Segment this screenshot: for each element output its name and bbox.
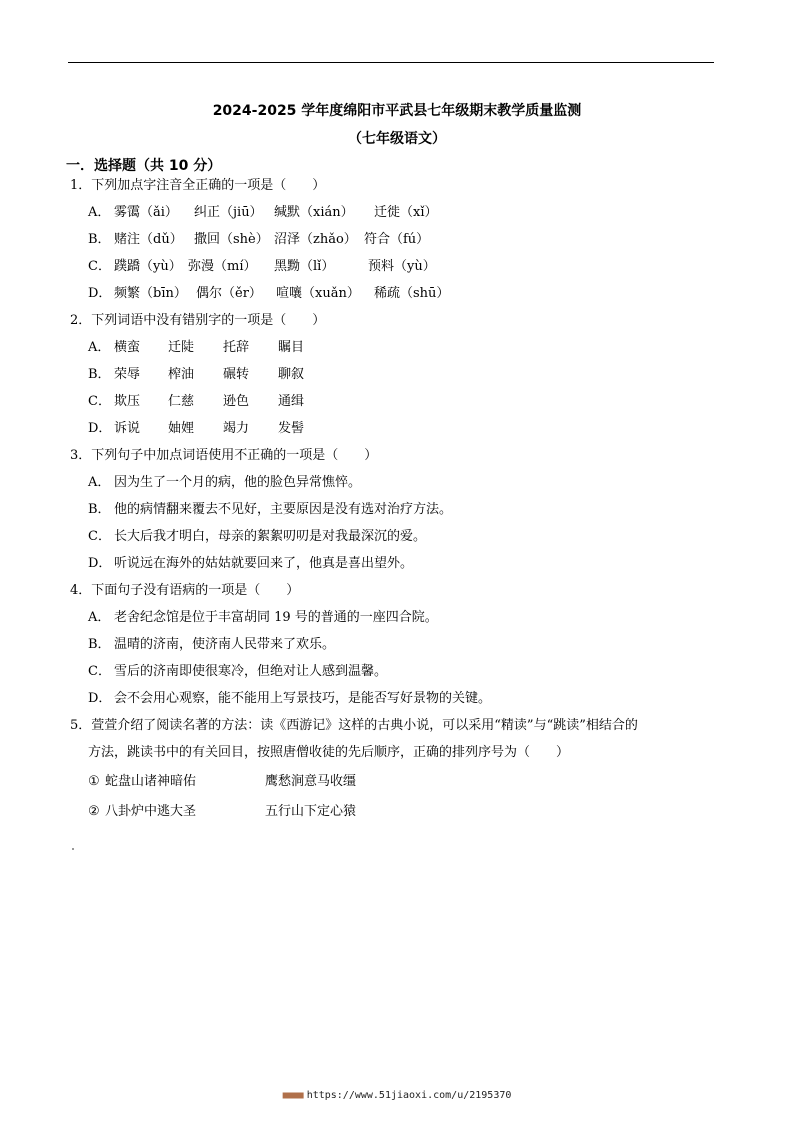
question-3-option-b: B． 他的病情翻来覆去不见好，主要原因是没有选对治疗方法。 <box>88 502 453 517</box>
section-heading: 一．选择题（共 10 分） <box>66 158 222 174</box>
question-3-stem: 3．下列句子中加点词语使用不正确的一项是（ ） <box>70 448 378 463</box>
question-5-stem: 5．萱萱介绍了阅读名著的方法：读《西游记》这样的古典小说，可以采用“精读”与“跳读”相结合的 <box>70 718 638 733</box>
question-2-option-d: D． 诉说 妯娌 竭力 发髻 <box>88 421 305 436</box>
question-1-stem: 1．下列加点字注音全正确的一项是（ ） <box>70 178 326 193</box>
question-2-option-b: B． 荣辱 榨油 碾转 聊叙 <box>88 367 305 382</box>
page-footer <box>0 1090 794 1101</box>
footer-url-link[interactable]: https://www.51jiaoxi.com/u/2195370 <box>306 1090 512 1101</box>
question-5-item-1: ① 蛇盘山诸神暗佑 鹰愁涧意马收缰 <box>88 774 357 789</box>
question-2-option-a: A． 横蛮 迁陡 托辞 瞩目 <box>88 340 305 355</box>
question-3-option-a: A． 因为生了一个月的病，他的脸色异常憔悴。 <box>88 475 362 490</box>
question-1-option-b: B． 赌注（dǔ） 撒回（shè） 沼泽（zhǎo） 符合（fú） <box>88 232 430 247</box>
question-1-option-d: D． 频繁（bīn） 偶尔（ěr） 喧嚷（xuǎn） 稀疏（shū） <box>88 286 450 301</box>
stray-mark <box>72 848 74 850</box>
question-5-stem-cont: 方法，跳读书中的有关回目，按照唐僧收徒的先后顺序，正确的排列序号为（ ） <box>88 745 570 760</box>
question-1-option-a: A． 雾霭（ǎi） 纠正（jiū） 缄默（xián） 迁徙（xǐ） <box>88 205 438 220</box>
question-1-option-c: C． 蹼蹻（yù） 弥漫（mí） 黑黝（lǐ） 预料（yù） <box>88 259 436 274</box>
question-2-stem: 2．下列词语中没有错别字的一项是（ ） <box>70 313 326 328</box>
question-4-option-d: D． 会不会用心观察，能不能用上写景技巧，是能否写好景物的关键。 <box>88 691 492 706</box>
watermark-logo: ■■■■ <box>282 1090 303 1101</box>
exam-subtitle: （七年级语文） <box>348 131 446 147</box>
question-4-option-c: C． 雪后的济南即使很寒冷，但绝对让人感到温馨。 <box>88 664 388 679</box>
question-4-stem: 4．下面句子没有语病的一项是（ ） <box>70 583 300 598</box>
question-3-option-c: C． 长大后我才明白，母亲的絮絮叨叨是对我最深沉的爱。 <box>88 529 427 544</box>
question-5-item-2: ② 八卦炉中逃大圣 五行山下定心猿 <box>88 804 357 819</box>
question-3-option-d: D． 听说远在海外的姑姑就要回来了，他真是喜出望外。 <box>88 556 414 571</box>
header-rule <box>68 62 714 63</box>
exam-title: 2024-2025 学年度绵阳市平武县七年级期末教学质量监测 <box>212 103 582 119</box>
question-2-option-c: C． 欺压 仁慈 逊色 通缉 <box>88 394 305 409</box>
question-4-option-a: A． 老舍纪念馆是位于丰富胡同 19 号的普通的一座四合院。 <box>88 610 438 625</box>
question-4-option-b: B． 温晴的济南，使济南人民带来了欢乐。 <box>88 637 336 652</box>
